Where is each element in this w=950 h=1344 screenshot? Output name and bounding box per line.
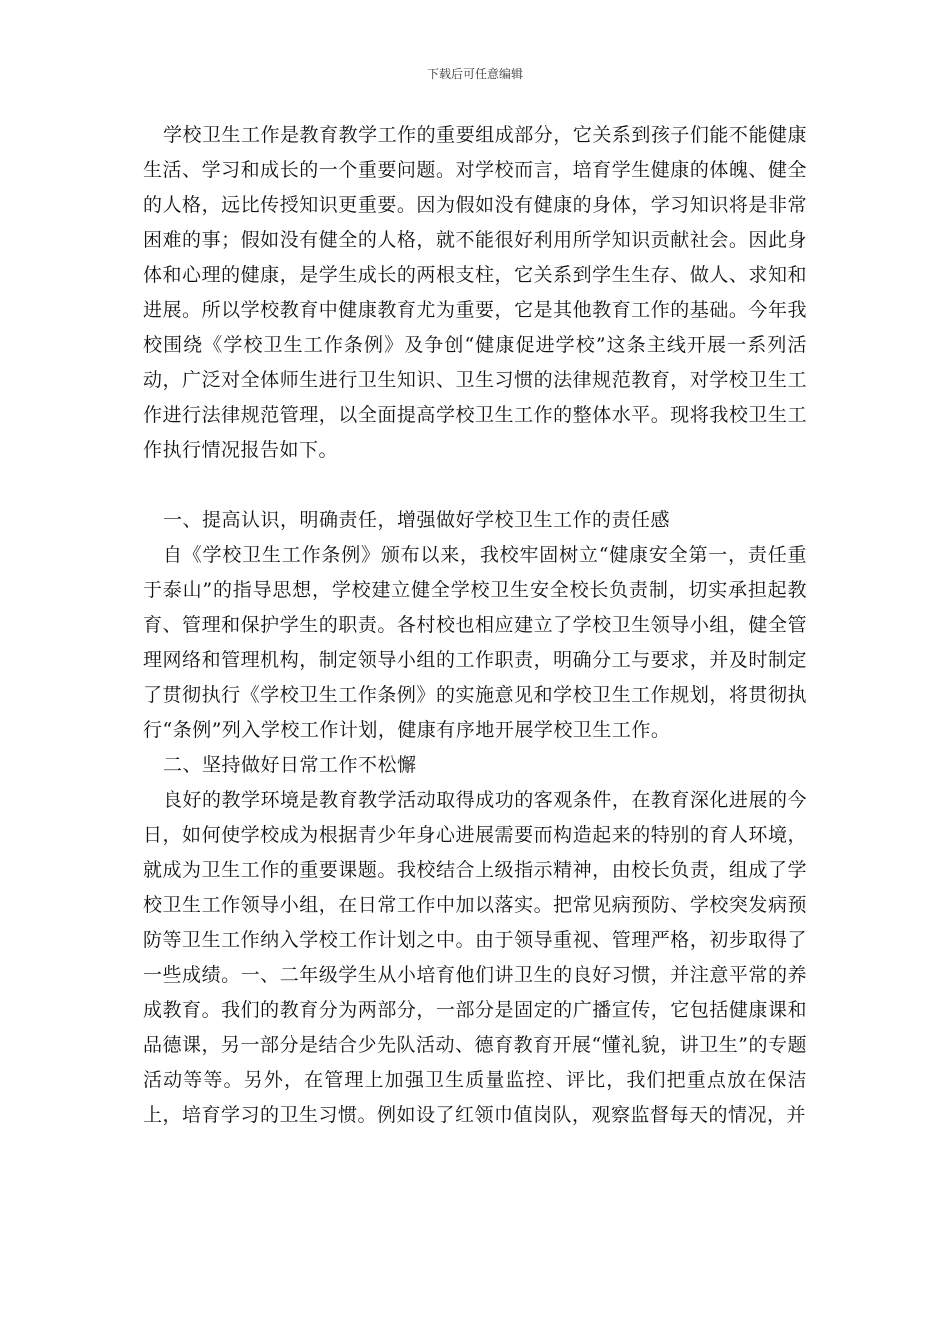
section-1-heading: 一、提高认识，明确责任，增强做好学校卫生工作的责任感: [162, 509, 670, 531]
paragraph-gap: [143, 468, 807, 503]
section-2-paragraph: 良好的教学环境是教育教学活动取得成功的客观条件，在教育深化进展的今日，如何使学校成为根据青少年身心进展需要而构造起来的特别的育人环境，就成为卫生工作的重要课题。我校结合上级指示精神，由校长负责，组成了学校卫生工作领导小组，在日常工作中加以落实。把常见病预防、学校突发病预防等卫生工作纳入学校工作计划之中。由于领导重视、管理严格，初步取得了一些成绩。一、二年级学生从小培育他们讲卫生的良好习惯，并注意平常的养成教育。我们的教育分为两部分，一部分是固定的广播宣传，它包括健康课和品德课，另一部分是结合少先队活动、德育教育开展“懂礼貌，讲卫生”的专题活动等等。另外，在管理上加强卫生质量监控、评比，我们把重点放在保洁上，培育学习的卫生习惯。例如设了红领巾值岗队，观察监督每天的情况，并: [143, 789, 807, 1126]
section-1-paragraph: 自《学校卫生工作条例》颁布以来，我校牢固树立“健康安全第一，责任重于泰山”的指导思想，学校建立健全学校卫生安全校长负责制，切实承担起教育、管理和保护学生的职责。各村校也相应建立了学校卫生领导小组，健全管理网络和管理机构，制定领导小组的工作职责，明确分工与要求，并及时制定了贯彻执行《学校卫生工作条例》的实施意见和学校卫生工作规划，将贯彻执行“条例”列入学校工作计划，健康有序地开展学校卫生工作。: [143, 544, 807, 741]
page-header: 下载后可任意编辑: [426, 67, 523, 81]
document-body: [143, 118, 807, 1133]
intro-paragraph: 学校卫生工作是教育教学工作的重要组成部分，它关系到孩子们能不能健康生活、学习和成长的一个重要问题。对学校而言，培育学生健康的体魄、健全的人格，远比传授知识更重要。因为假如没有健康的身体，学习知识将是非常困难的事；假如没有健全的人格，就不能很好利用所学知识贡献社会。因此身体和心理的健康，是学生成长的两根支柱，它关系到学生生存、做人、求知和进展。所以学校教育中健康教育尤为重要，它是其他教育工作的基础。今年我校围绕《学校卫生工作条例》及争创“健康促进学校”这条主线开展一系列活动，广泛对全体师生进行卫生知识、卫生习惯的法律规范教育，对学校卫生工作进行法律规范管理，以全面提高学校卫生工作的整体水平。现将我校卫生工作执行情况报告如下。: [143, 124, 807, 461]
section-2-heading: 二、坚持做好日常工作不松懈: [162, 754, 417, 776]
